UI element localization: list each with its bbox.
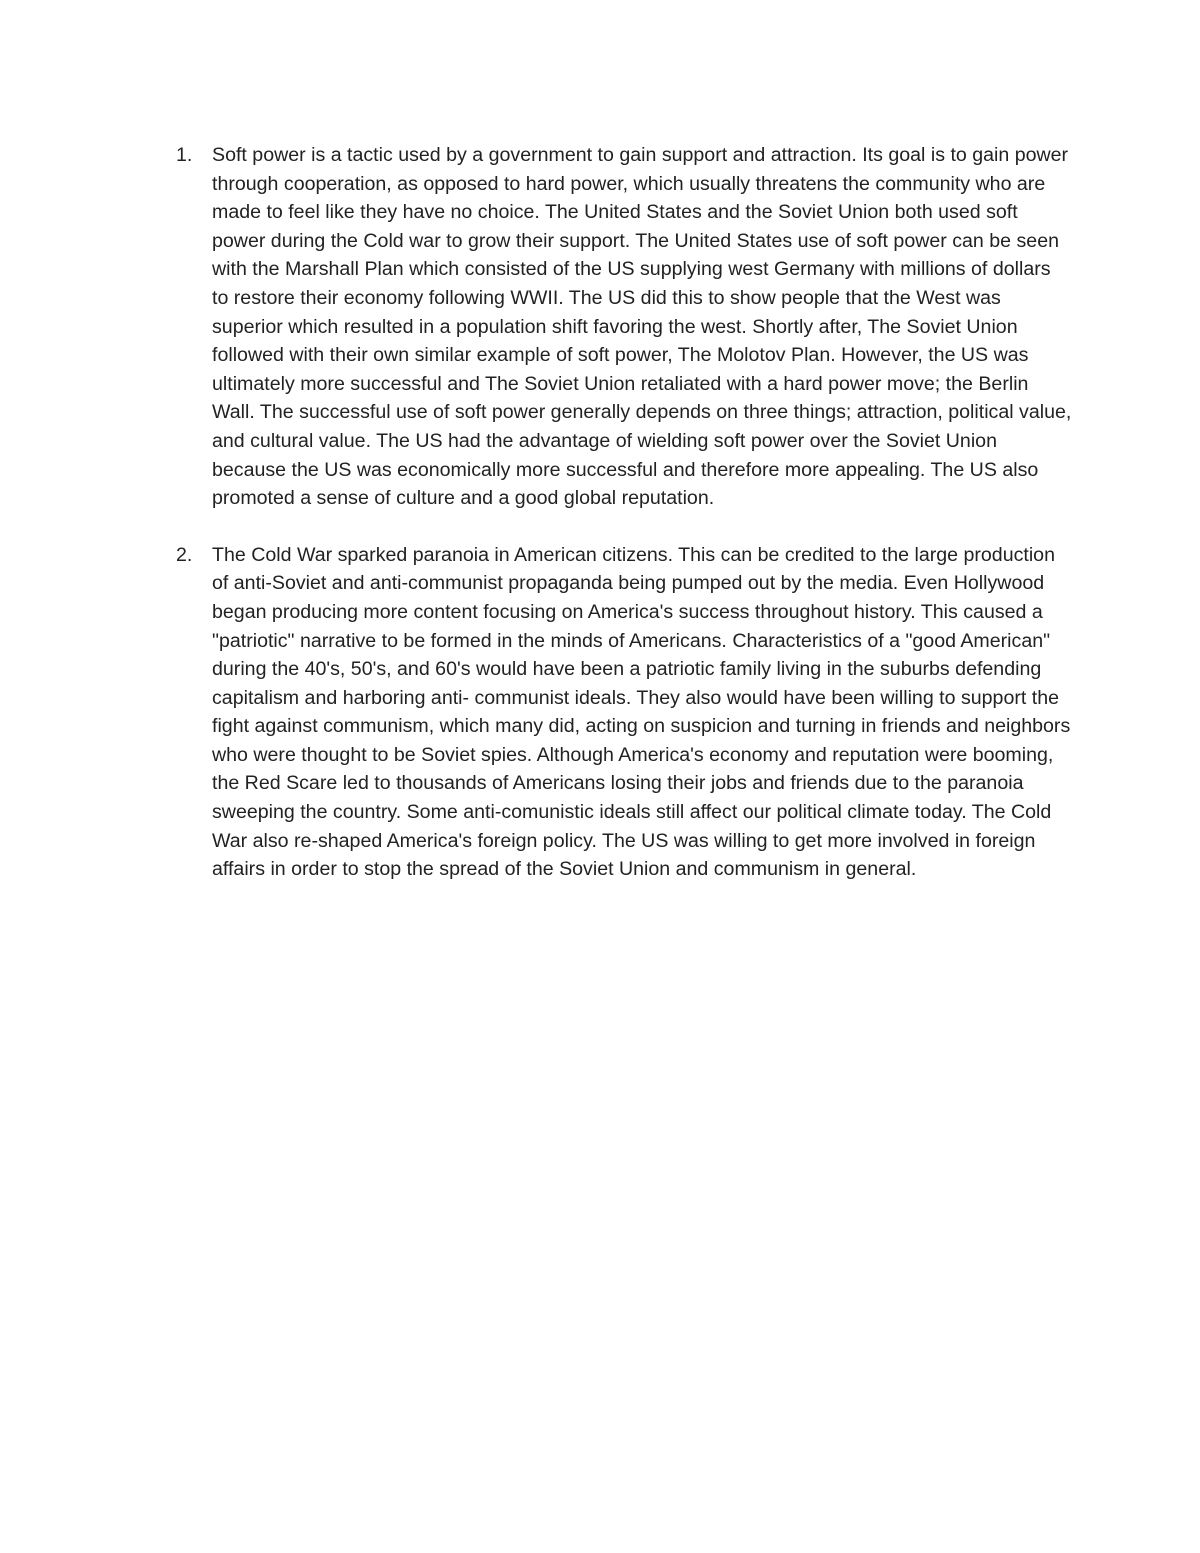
- list-item-number: 2.: [176, 543, 193, 566]
- list-item-text: Soft power is a tactic used by a government to gain support and attraction. Its goal is to gain power through cooperation, as opposed to hard power, which usually threatens the community who are made to feel like they have no choice. The United States and the Soviet Union both used soft power during the Cold war to grow their support. The United States use of soft power can be seen with the Marshall Plan which consisted of the US supplying west Germany with millions of dollars to restore their economy following WWII. The US did this to show people that the West was superior which resulted in a population shift favoring the west. Shortly after, The Soviet Union followed with their own similar example of soft power, The Molotov Plan. However, the US was ultimately more successful and The Soviet Union retaliated with a hard power move; the Berlin Wall. The successful use of soft power generally depends on three things; attraction, political value, and cultural value. The US had the advantage of wielding soft power over the Soviet Union because the US was economically more successful and therefore more appealing. The US also promoted a sense of culture and a good global reputation.: [212, 144, 1072, 510]
- list-item-number: 1.: [176, 144, 193, 166]
- list-item-2: [172, 541, 1072, 884]
- list-item-text: The Cold War sparked paranoia in American citizens. This can be credited to the large production of anti-Soviet and anti-communist propaganda being pumped out by the media. Even Hollywood began producing more content focusing on America's success throughout history. This caused a "patriotic" narrative to be formed in the minds of Americans. Characteristics of a "good American" during the 40's, 50's, and 60's would have been a patriotic family living in the suburbs defending capitalism and harboring anti- communist ideals. They also would have been willing to support the fight against communism, which many did, acting on suspicion and turning in friends and neighbors who were thought to be Soviet spies. Although America's economy and reputation were booming, the Red Scare led to thousands of Americans losing their jobs and friends due to the paranoia sweeping the country. Some anti-comunistic ideals still affect our political climate today. The Cold War also re-shaped America's foreign policy. The US was willing to get more involved in foreign affairs in order to stop the spread of the Soviet Union and communism in general.: [212, 543, 1071, 881]
- list-item-1: [172, 141, 1072, 513]
- answer-list: [172, 141, 1072, 884]
